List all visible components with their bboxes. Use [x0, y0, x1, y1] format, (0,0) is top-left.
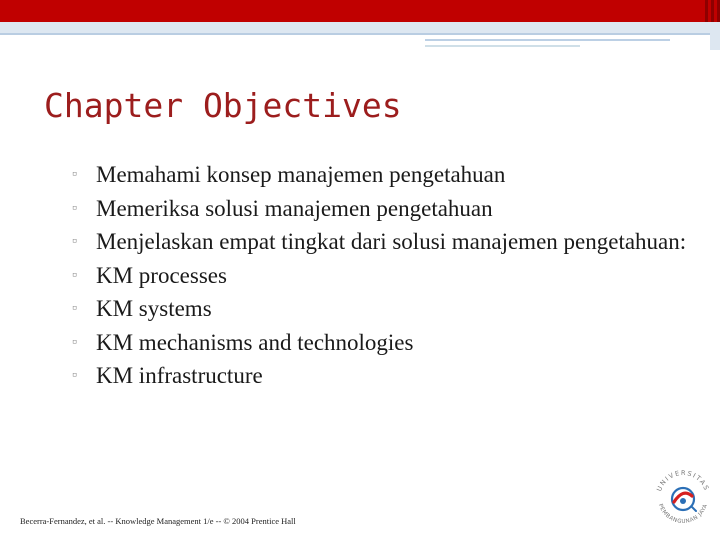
list-item-text: KM infrastructure [96, 363, 263, 388]
bullet-marker: ▫ [72, 334, 77, 350]
banner-stripes [680, 0, 720, 22]
top-banner [0, 0, 720, 22]
list-item-text: Menjelaskan empat tingkat dari solusi manajemen pengetahuan: [96, 229, 687, 254]
bullet-marker: ▫ [72, 167, 77, 182]
list-item-text: KM mechanisms and technologies [96, 329, 414, 355]
list-item [72, 359, 692, 393]
objectives-list [72, 158, 692, 393]
list-item-text: Memahami konsep manajemen pengetahuan [96, 162, 506, 187]
accent-corner [710, 22, 720, 50]
slide-footer: Becerra-Fernandez, et al. -- Knowledge Management 1/e -- © 2004 Prentice Hall [20, 516, 296, 526]
list-item [72, 225, 692, 259]
list-item [72, 326, 692, 360]
list-item [72, 292, 692, 326]
list-item [72, 192, 692, 226]
university-seal-icon [648, 462, 718, 534]
list-item [72, 158, 692, 192]
slide-title: Chapter Objectives [44, 86, 402, 125]
header-rule [425, 39, 670, 41]
bullet-marker: ▫ [72, 200, 77, 216]
list-item-text: Memeriksa solusi manajemen pengetahuan [96, 195, 493, 221]
bullet-marker: ▫ [72, 267, 77, 283]
accent-band-edge [0, 33, 720, 35]
svg-text:PEMBANGUNAN JAYA: PEMBANGUNAN JAYA [656, 503, 710, 526]
bullet-marker: ▫ [72, 301, 77, 316]
bullet-marker: ▫ [72, 234, 77, 249]
header-rule-short [425, 45, 580, 47]
svg-text:UNIVERSITAS: UNIVERSITAS [655, 468, 711, 493]
list-item-text: KM processes [96, 262, 227, 288]
list-item [72, 259, 692, 293]
list-item-text: KM systems [96, 296, 212, 321]
bullet-marker: ▫ [72, 368, 77, 383]
